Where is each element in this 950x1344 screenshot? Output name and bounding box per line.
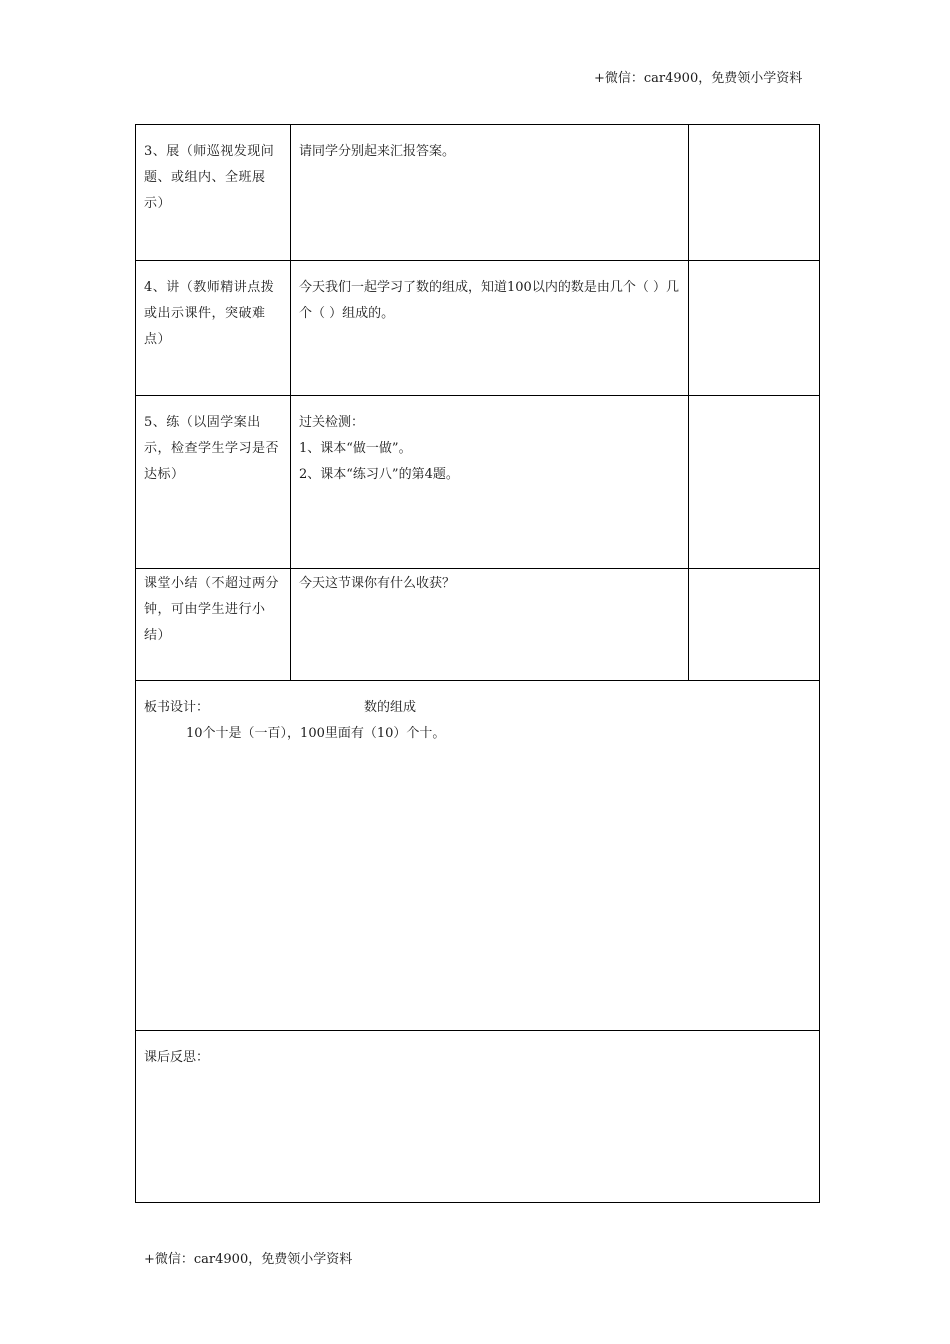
board-design-label: 板书设计：: [144, 700, 210, 715]
table-row: [136, 569, 820, 681]
board-design-content: 10个十是（一百），100里面有（10）个十。: [186, 726, 446, 741]
reflection-row: [136, 1031, 820, 1203]
table-row: [136, 261, 820, 396]
board-design-row: [136, 681, 820, 1031]
content-line: 今天我们一起学习了数的组成，知道100以内的数是由几个（ ）几个（ ）组成的。: [299, 280, 679, 321]
lesson-plan-table: [135, 124, 820, 1203]
note-cell: [689, 569, 820, 681]
table-row: [136, 125, 820, 261]
table-row: [136, 396, 820, 569]
content-line: 2、课本“练习八”的第4题。: [299, 467, 459, 482]
content-cell: [291, 125, 689, 261]
board-design-cell: [136, 681, 820, 1031]
note-cell: [689, 396, 820, 569]
reflection-cell: [136, 1031, 820, 1203]
content-line: 今天这节课你有什么收获？: [299, 576, 456, 591]
step-cell: 5、练（以固学案出示，检查学生学习是否达标）: [136, 396, 291, 569]
reflection-label: 课后反思：: [144, 1050, 210, 1065]
content-line: 请同学分别起来汇报答案。: [299, 144, 456, 159]
page-footer-text: +微信：car4900，免费领小学资料: [144, 1252, 353, 1267]
content-cell: [291, 396, 689, 569]
content-cell: [291, 569, 689, 681]
page-header-text: +微信：car4900，免费领小学资料: [594, 71, 803, 86]
board-design-title: 数的组成: [364, 700, 417, 715]
step-cell: 课堂小结（不超过两分钟，可由学生进行小结）: [136, 569, 291, 681]
note-cell: [689, 125, 820, 261]
content-line: 1、课本“做一做”。: [299, 441, 412, 456]
step-cell: 3、展（师巡视发现问题、或组内、全班展示）: [136, 125, 291, 261]
step-cell: 4、讲（教师精讲点拨或出示课件，突破难点）: [136, 261, 291, 396]
content-cell: [291, 261, 689, 396]
note-cell: [689, 261, 820, 396]
content-line: 过关检测：: [299, 415, 365, 430]
